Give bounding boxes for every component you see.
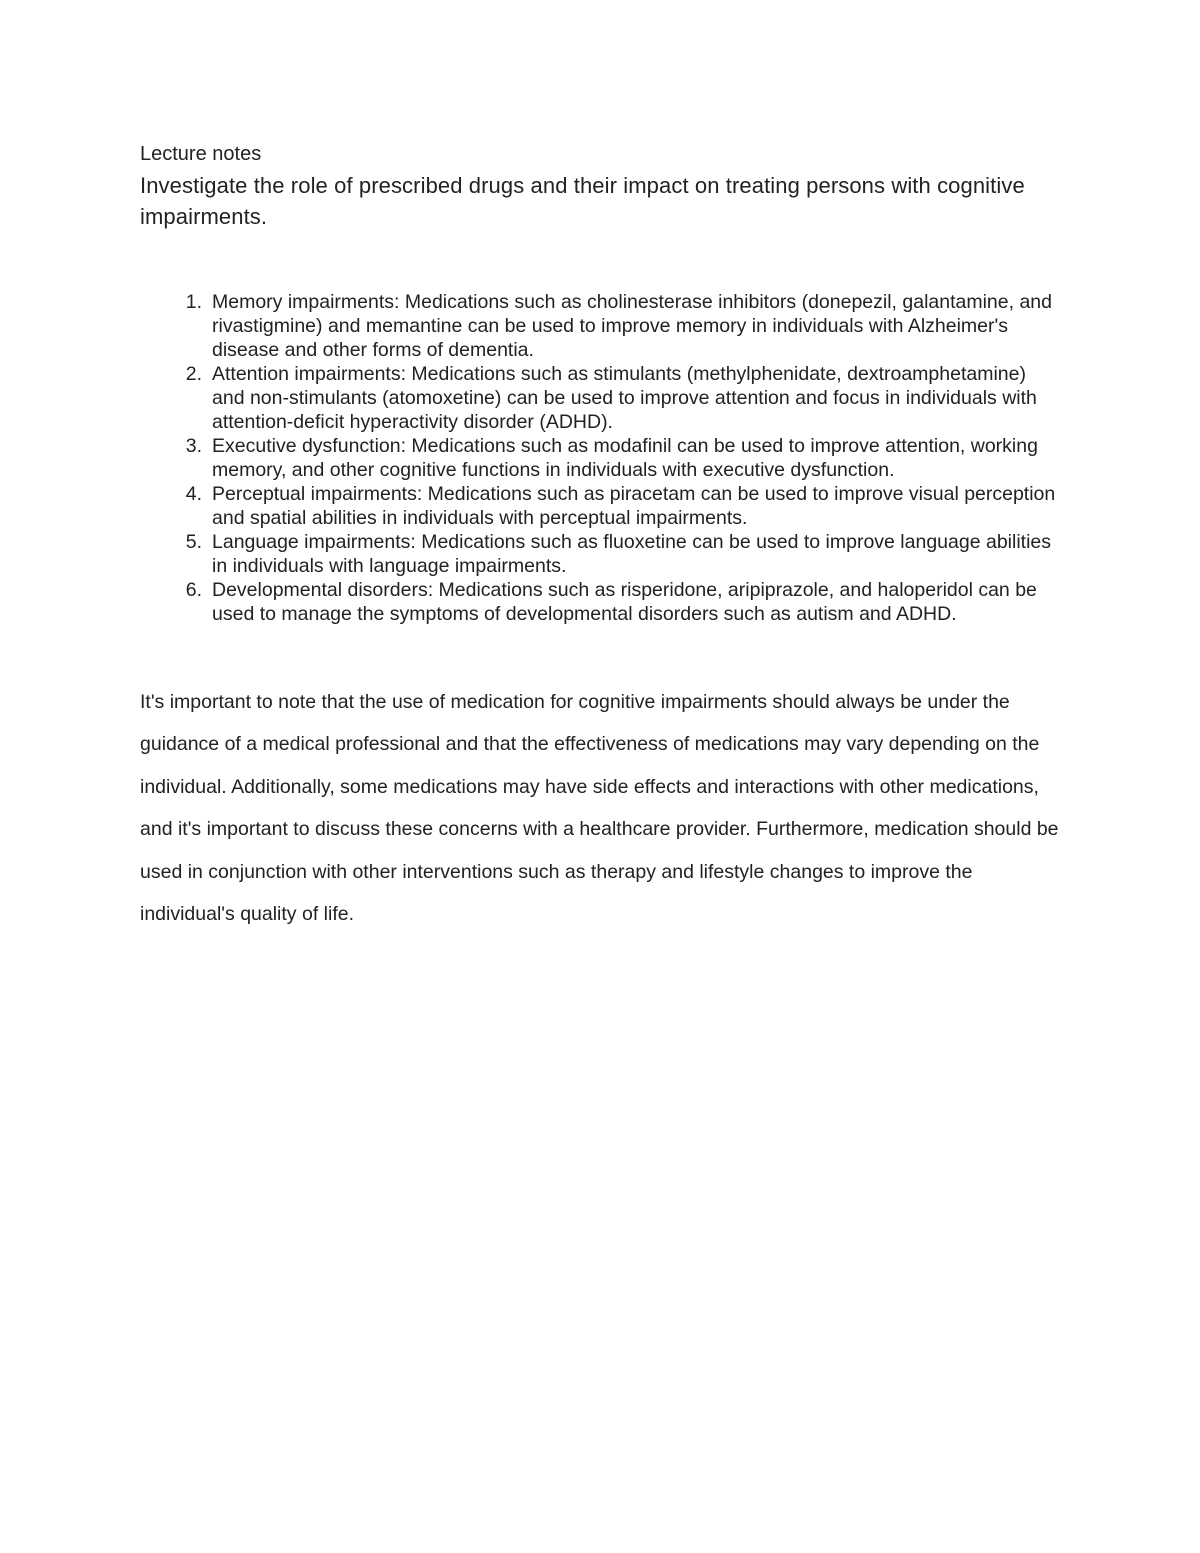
list-item — [140, 290, 1060, 362]
document-heading: Investigate the role of prescribed drugs and their impact on treating persons with cognitive impairments. — [140, 173, 1025, 229]
list-item-number: 5. — [185, 531, 202, 553]
document-label: Lecture notes — [140, 143, 262, 165]
list-item-text: Executive dysfunction: Medications such as modafinil can be used to improve attention, working memory, and other cognitive functions in individuals with executive dysfunction. — [212, 435, 1038, 481]
list-item-text: Attention impairments: Medications such as stimulants (methylphenidate, dextroamphetamine) and non-stimulants (atomoxetine) can be used to improve attention and focus in individuals with attention-deficit hyperactivity disorder (ADHD). — [212, 363, 1037, 433]
list-item-number: 2. — [185, 363, 202, 385]
list-item-text: Memory impairments: Medications such as cholinesterase inhibitors (donepezil, galantamine, and rivastigmine) and memantine can be used to improve memory in individuals with Alzheimer's disease and other forms of dementia. — [212, 291, 1052, 361]
numbered-list — [140, 290, 1060, 626]
list-item-number: 3. — [185, 435, 202, 457]
list-item-number: 4. — [185, 483, 202, 505]
closing-paragraph: It's important to note that the use of medication for cognitive impairments should always be under the guidance of a medical professional and that the effectiveness of medications may vary depending on the individual. Additionally, some medications may have side effects and interactions with other medications, and it's important to discuss these concerns with a healthcare provider. Furthermore, medication should be used in conjunction with other interventions such as therapy and lifestyle changes to improve the individual's quality of life. — [140, 691, 1059, 926]
list-item — [140, 362, 1060, 434]
list-item-number: 6. — [185, 579, 202, 601]
list-item — [140, 578, 1060, 626]
list-item-text: Perceptual impairments: Medications such as piracetam can be used to improve visual perception and spatial abilities in individuals with perceptual impairments. — [212, 483, 1056, 529]
list-item — [140, 434, 1060, 482]
list-item-text: Developmental disorders: Medications such as risperidone, aripiprazole, and haloperidol can be used to manage the symptoms of developmental disorders such as autism and ADHD. — [212, 579, 1037, 625]
list-item — [140, 530, 1060, 578]
document-body — [140, 140, 1060, 935]
list-item-number: 1. — [185, 291, 202, 313]
list-item — [140, 482, 1060, 530]
list-item-text: Language impairments: Medications such as fluoxetine can be used to improve language abilities in individuals with language impairments. — [212, 531, 1052, 577]
